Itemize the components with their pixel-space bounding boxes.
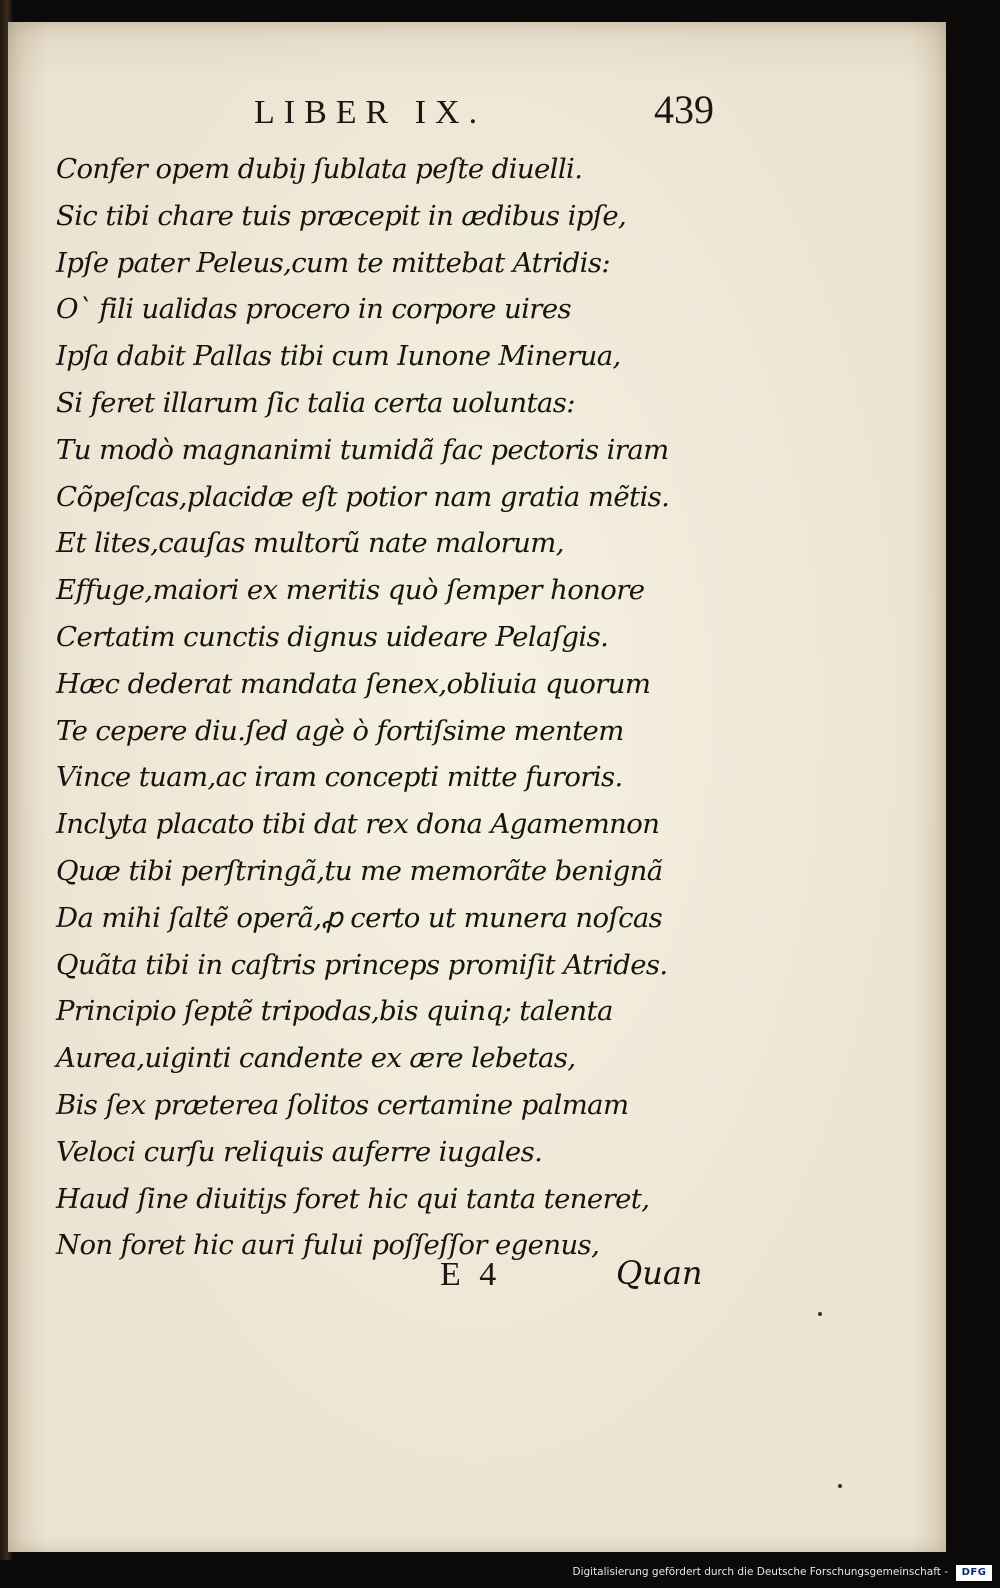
verse-line: Confer opem dubiȷ ſublata peſte diuelli. (56, 153, 583, 185)
verse-line: Non foret hic auri fului poſſeſſor egenus, (56, 1229, 600, 1262)
verse-line: Aurea,uiginti candente ex ære lebetas, (56, 1042, 576, 1075)
verse-line: Si feret illarum ſic talia certa uoluntas: (56, 386, 575, 419)
verse-line: Cõpeſcas,placidæ eſt potior nam gratia mẽtis. (56, 480, 670, 513)
verse-line: Inclyta placato tibi dat rex dona Agamemnon (56, 808, 660, 841)
dfg-logo: DFG (956, 1565, 992, 1581)
verse-line: Da mihi ſaltẽ operã,ꝓ certo ut munera noſcas (56, 901, 663, 934)
verse-line: Principio ſeptẽ tripodas,bis quinq; talenta (56, 995, 613, 1028)
verse-line: Sic tibi chare tuis præcepit in ædibus ipſe, (56, 199, 627, 232)
verse-line: Quæ tibi perſtringã,tu me memorãte benignã (56, 854, 663, 887)
running-head: LIBER IX. (254, 94, 487, 131)
verse-line: Ipſe pater Peleus,cum te mittebat Atridis: (56, 246, 611, 279)
verse-line: Quãta tibi in caſtris princeps promiſit Atrides. (56, 948, 668, 981)
verse-line: Effuge,maiori ex meritis quò ſemper honore (56, 574, 645, 607)
ink-speck (838, 1484, 842, 1488)
digitization-credit: Digitalisierung gefördert durch die Deutsche Forschungsgemeinschaft - (572, 1566, 948, 1578)
verse-line: Hæc dederat mandata ſenex,obliuia quorum (56, 667, 651, 700)
catchword: Quan (616, 1254, 703, 1292)
verse-line: Haud ſine diuitiȷs foret hic qui tanta teneret, (56, 1182, 650, 1215)
verse-line: Vince tuam,ac iram concepti mitte furoris. (56, 761, 623, 794)
verse-line: Veloci curſu reliquis auferre iugales. (56, 1135, 543, 1168)
book-page (8, 22, 946, 1552)
ink-speck (818, 1312, 822, 1316)
verse-line: Et lites,cauſas multorũ nate malorum, (56, 527, 564, 560)
verse-line: Tu modò magnanimi tumidã fac pectoris iram (56, 433, 669, 466)
page-header (8, 86, 946, 146)
verse-block (56, 146, 736, 1269)
verse-line: Certatim cunctis dignus uideare Pelaſgis. (56, 620, 609, 653)
signature-mark: E 4 (440, 1256, 497, 1293)
verse-line: O` fili ualidas procero in corpore uires (56, 293, 572, 326)
verse-line: Ipſa dabit Pallas tibi cum Iunone Minerua, (56, 340, 621, 373)
verse-line: Te cepere diu.ſed agè ò fortiſsime mentem (56, 714, 624, 747)
verse-line: Bis ſex præterea ſolitos certamine palmam (56, 1088, 629, 1121)
page-number: 439 (654, 87, 714, 132)
page-footer (8, 1252, 946, 1312)
digitization-credit-bar (0, 1560, 1000, 1588)
